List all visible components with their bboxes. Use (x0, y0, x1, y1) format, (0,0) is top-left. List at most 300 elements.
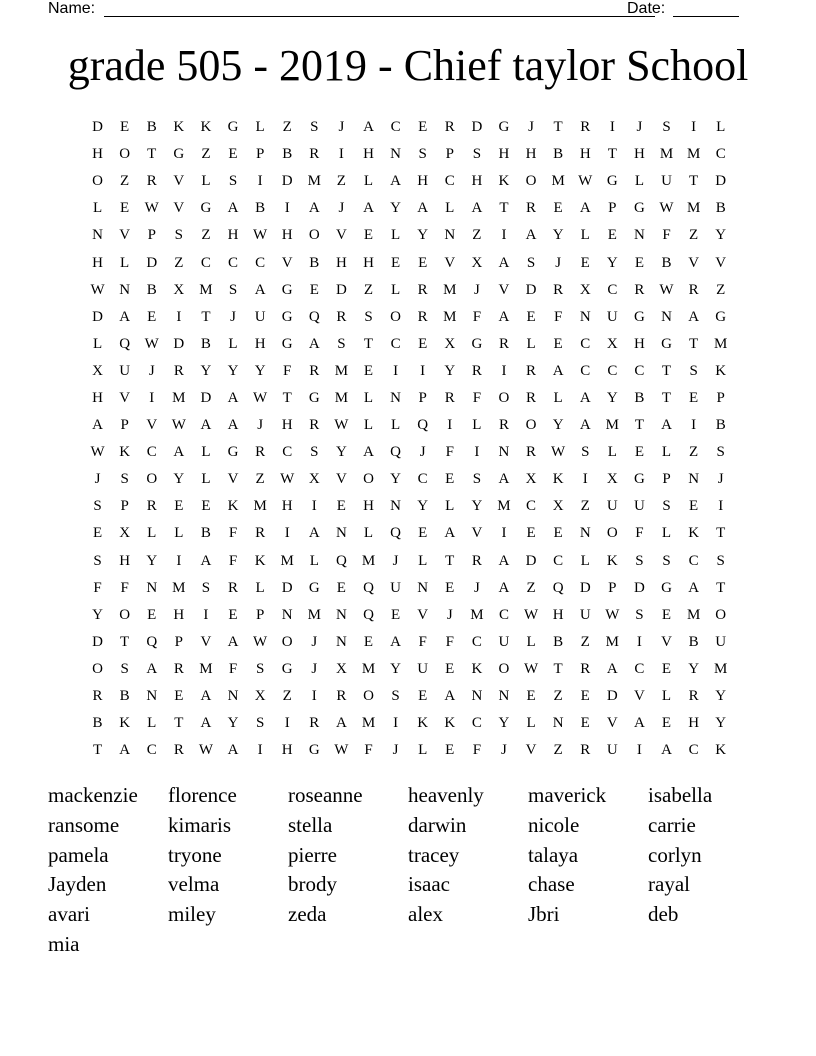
grid-letter: S (418, 146, 427, 163)
word-list-item: heavenly (408, 783, 484, 807)
grid-letter: L (526, 335, 536, 352)
grid-letter: B (282, 146, 293, 163)
grid-letter: I (691, 417, 697, 434)
grid-letter: L (363, 173, 374, 190)
grid-letter: N (335, 606, 347, 623)
grid-letter: N (444, 227, 456, 244)
grid-letter: N (579, 308, 591, 325)
grid-letter: B (92, 715, 103, 732)
grid-letter: A (119, 308, 131, 325)
grid-letter: M (361, 715, 376, 732)
grid-letter: E (661, 606, 672, 623)
grid-letter: Z (174, 254, 184, 271)
grid-letter: V (146, 417, 158, 434)
grid-letter: Q (363, 579, 374, 596)
grid-letter: A (390, 633, 401, 650)
grid-letter: W (523, 606, 539, 623)
grid-letter: S (120, 471, 129, 488)
grid-letter: B (146, 119, 157, 136)
grid-letter: C (282, 444, 293, 461)
grid-letter: O (525, 417, 537, 434)
grid-letter: C (390, 119, 401, 136)
grid-letter: B (309, 254, 320, 271)
grid-letter: J (419, 444, 426, 461)
grid-letter: J (555, 254, 562, 271)
grid-letter: M (686, 200, 701, 217)
grid-letter: N (634, 227, 645, 244)
grid-letter: I (420, 362, 426, 379)
grid-letter: E (363, 362, 374, 379)
grid-letter: E (174, 688, 184, 705)
grid-letter: J (501, 742, 507, 759)
grid-letter: Y (417, 227, 429, 244)
grid-letter: E (418, 254, 428, 271)
grid-letter: J (338, 119, 345, 136)
grid-letter: T (716, 579, 726, 596)
grid-letter: H (254, 335, 266, 352)
grid-letter: Q (308, 308, 320, 325)
grid-letter: V (119, 389, 131, 406)
grid-letter: M (605, 417, 619, 434)
grid-letter: E (689, 498, 699, 515)
grid-letter: E (661, 660, 672, 677)
grid-letter: R (173, 742, 184, 759)
grid-letter: A (634, 715, 645, 732)
grid-letter: F (635, 525, 644, 542)
grid-letter: X (552, 498, 564, 515)
grid-letter: R (309, 362, 320, 379)
grid-letter: F (283, 362, 292, 379)
grid-letter: Z (689, 444, 699, 461)
grid-letter: Y (390, 200, 401, 217)
grid-letter: G (606, 173, 618, 190)
grid-letter: Z (255, 471, 265, 488)
grid-letter: D (146, 254, 158, 271)
grid-letter: Y (444, 362, 456, 379)
grid-letter: A (552, 362, 564, 379)
grid-letter: K (200, 119, 212, 136)
grid-letter: G (308, 742, 320, 759)
word-list-item: tracey (408, 842, 460, 867)
grid-letter: J (473, 579, 480, 596)
grid-letter: I (501, 362, 507, 379)
grid-letter: M (686, 146, 701, 163)
grid-letter: S (93, 552, 102, 569)
grid-letter: G (173, 146, 185, 163)
grid-letter: R (173, 362, 184, 379)
grid-letter: R (92, 688, 103, 705)
grid-letter: X (606, 471, 618, 488)
grid-letter: V (335, 227, 347, 244)
grid-letter: N (390, 389, 401, 406)
grid-letter: U (498, 633, 510, 650)
grid-letter: B (634, 389, 645, 406)
grid-letter: J (257, 417, 264, 434)
grid-letter: I (609, 119, 615, 136)
grid-letter: L (255, 119, 265, 136)
grid-letter: D (525, 552, 537, 569)
grid-letter: M (470, 606, 484, 623)
grid-letter: E (580, 254, 590, 271)
grid-letter: E (201, 498, 211, 515)
grid-letter: D (579, 579, 591, 596)
grid-letter: G (281, 660, 293, 677)
grid-letter: Y (417, 498, 429, 515)
grid-letter: E (526, 688, 536, 705)
grid-letter: R (498, 335, 509, 352)
grid-letter: C (444, 173, 455, 190)
grid-letter: U (606, 498, 618, 515)
grid-letter: C (607, 362, 618, 379)
grid-letter: E (363, 227, 374, 244)
grid-letter: I (501, 525, 507, 542)
grid-letter: H (281, 417, 293, 434)
grid-letter: Q (363, 606, 374, 623)
grid-letter: V (634, 688, 645, 705)
grid-letter: M (307, 173, 321, 190)
grid-letter: Y (390, 471, 401, 488)
grid-letter: T (92, 742, 103, 759)
grid-letter: M (334, 389, 349, 406)
word-list-item: tryone (168, 842, 222, 867)
grid-letter: E (418, 688, 428, 705)
grid-letter: D (92, 119, 103, 136)
grid-letter: I (582, 471, 588, 488)
grid-letter: U (119, 362, 131, 379)
grid-letter: G (227, 119, 239, 136)
grid-letter: A (254, 281, 266, 298)
grid-letter: Z (472, 227, 482, 244)
grid-letter: W (90, 281, 105, 298)
grid-letter: U (417, 660, 429, 677)
grid-letter: L (174, 525, 184, 542)
grid-letter: C (580, 335, 591, 352)
grid-letter: C (634, 362, 645, 379)
grid-letter: I (284, 200, 290, 217)
grid-letter: N (579, 525, 591, 542)
grid-letter: L (580, 227, 590, 244)
grid-letter: E (120, 200, 130, 217)
grid-letter: E (363, 633, 374, 650)
grid-letter: C (200, 254, 211, 271)
grid-letter: W (253, 389, 268, 406)
grid-letter: Y (390, 660, 401, 677)
grid-letter: D (525, 281, 537, 298)
grid-letter: R (580, 119, 591, 136)
date-blank-line[interactable] (673, 16, 739, 17)
grid-letter: P (608, 579, 617, 596)
grid-letter: W (171, 417, 186, 434)
grid-letter: P (120, 417, 129, 434)
grid-letter: E (120, 119, 130, 136)
grid-letter: O (363, 471, 374, 488)
grid-letter: R (526, 362, 537, 379)
grid-letter: M (443, 281, 457, 298)
grid-letter: F (93, 579, 102, 596)
grid-letter: N (335, 525, 347, 542)
grid-letter: O (525, 173, 537, 190)
grid-letter: R (336, 688, 347, 705)
grid-letter: B (661, 254, 672, 271)
grid-letter: S (526, 254, 536, 271)
grid-letter: Z (282, 688, 292, 705)
word-list (48, 781, 768, 960)
grid-letter: Y (688, 660, 700, 677)
grid-letter: S (689, 362, 698, 379)
grid-letter: U (634, 498, 645, 515)
grid-letter: R (417, 281, 428, 298)
grid-letter: L (418, 552, 428, 569)
grid-letter: I (691, 119, 697, 136)
grid-letter: P (174, 633, 183, 650)
grid-letter: A (227, 200, 239, 217)
grid-letter: R (688, 281, 699, 298)
grid-letter: Z (716, 281, 726, 298)
name-blank-line[interactable] (104, 16, 655, 17)
grid-letter: Z (363, 281, 374, 298)
grid-letter: Y (227, 362, 239, 379)
grid-letter: M (714, 660, 728, 677)
grid-letter: X (335, 660, 347, 677)
grid-letter: F (553, 308, 563, 325)
grid-letter: E (526, 308, 536, 325)
grid-letter: H (363, 254, 374, 271)
grid-letter: I (501, 227, 507, 244)
grid-letter: H (525, 146, 537, 163)
grid-letter: G (281, 308, 293, 325)
grid-letter: K (498, 173, 510, 190)
grid-letter: N (92, 227, 103, 244)
grid-letter: X (525, 471, 537, 488)
grid-letter: C (390, 335, 401, 352)
grid-letter: W (144, 200, 159, 217)
grid-letter: C (715, 146, 726, 163)
grid-letter: Q (335, 552, 347, 569)
grid-letter: Y (715, 715, 727, 732)
grid-letter: G (471, 335, 483, 352)
grid-letter: H (173, 606, 185, 623)
grid-letter: J (392, 552, 399, 569)
grid-letter: A (119, 742, 131, 759)
grid-letter: R (471, 552, 482, 569)
grid-letter: D (173, 335, 185, 352)
grid-letter: L (120, 254, 130, 271)
grid-letter: E (147, 606, 157, 623)
grid-letter: T (363, 335, 374, 352)
grid-letter: R (526, 389, 537, 406)
grid-letter: P (255, 606, 265, 623)
grid-letter: G (281, 281, 293, 298)
grid-letter: A (661, 417, 672, 434)
grid-letter: X (173, 281, 185, 298)
grid-letter: E (580, 688, 590, 705)
grid-letter: P (255, 146, 265, 163)
grid-letter: L (363, 417, 374, 434)
grid-letter: V (688, 254, 700, 271)
word-list-item: pamela (48, 842, 109, 867)
grid-letter: G (634, 471, 645, 488)
grid-letter: Z (526, 579, 536, 596)
grid-letter: O (119, 606, 131, 623)
date-label: Date: (627, 0, 666, 17)
grid-letter: E (661, 715, 672, 732)
grid-letter: I (311, 498, 317, 515)
grid-letter: R (417, 308, 428, 325)
grid-letter: J (446, 606, 453, 623)
grid-letter: T (147, 146, 157, 163)
grid-letter: R (309, 715, 320, 732)
grid-letter: E (445, 471, 455, 488)
grid-letter: F (472, 389, 482, 406)
grid-letter: C (471, 633, 482, 650)
grid-letter: S (635, 606, 644, 623)
word-list-item: florence (168, 783, 237, 807)
grid-letter: X (254, 688, 266, 705)
grid-letter: S (364, 308, 373, 325)
grid-letter: Z (580, 633, 590, 650)
grid-letter: X (471, 254, 483, 271)
grid-letter: T (201, 308, 211, 325)
grid-letter: F (472, 742, 482, 759)
grid-letter: S (228, 281, 238, 298)
grid-letter: E (336, 579, 346, 596)
grid-letter: V (227, 471, 239, 488)
grid-letter: A (579, 200, 591, 217)
grid-letter: U (606, 742, 618, 759)
grid-letter: C (607, 281, 618, 298)
grid-letter: Y (606, 389, 618, 406)
grid-letter: A (606, 660, 618, 677)
grid-letter: A (471, 200, 483, 217)
grid-letter: J (148, 362, 155, 379)
grid-letter: R (146, 173, 157, 190)
grid-letter: P (445, 146, 454, 163)
word-list-item: isaac (408, 872, 450, 897)
grid-letter: T (282, 389, 292, 406)
grid-letter: H (498, 146, 510, 163)
grid-letter: Y (552, 417, 564, 434)
grid-letter: S (310, 119, 319, 136)
grid-letter: D (715, 173, 727, 190)
grid-letter: M (253, 498, 267, 515)
grid-letter: D (471, 119, 483, 136)
grid-letter: W (144, 335, 159, 352)
grid-letter: K (173, 119, 185, 136)
grid-letter: L (553, 389, 563, 406)
grid-letter: T (689, 335, 699, 352)
grid-letter: L (445, 498, 455, 515)
grid-letter: N (390, 146, 401, 163)
grid-letter: L (580, 552, 590, 569)
grid-letter: H (579, 146, 591, 163)
grid-letter: L (363, 525, 374, 542)
grid-letter: Y (552, 227, 564, 244)
grid-letter: V (661, 633, 672, 650)
grid-letter: H (281, 498, 293, 515)
grid-letter: E (390, 606, 401, 623)
grid-letter: I (284, 715, 290, 732)
grid-letter: A (417, 200, 429, 217)
grid-letter: R (228, 579, 239, 596)
grid-letter: O (308, 227, 320, 244)
grid-letter: S (93, 498, 102, 515)
grid-letter: B (715, 417, 726, 434)
grid-letter: S (337, 335, 346, 352)
grid-letter: A (498, 254, 510, 271)
grid-letter: X (444, 335, 456, 352)
grid-letter: F (364, 742, 373, 759)
grid-letter: R (498, 417, 509, 434)
grid-letter: N (390, 498, 401, 515)
grid-letter: V (471, 525, 483, 542)
grid-letter: L (661, 688, 672, 705)
grid-letter: L (201, 444, 211, 461)
grid-letter: W (253, 227, 268, 244)
grid-letter: E (309, 281, 319, 298)
word-list-item: chase (528, 872, 575, 897)
grid-letter: W (334, 742, 349, 759)
grid-letter: H (92, 254, 103, 271)
grid-letter: R (444, 119, 455, 136)
grid-letter: I (176, 308, 182, 325)
grid-letter: G (634, 200, 645, 217)
word-list-item: maverick (528, 783, 607, 807)
grid-letter: T (716, 525, 726, 542)
grid-letter: E (580, 715, 590, 732)
grid-letter: I (284, 525, 290, 542)
grid-letter: A (308, 200, 320, 217)
grid-letter: U (254, 308, 266, 325)
grid-letter: T (174, 715, 184, 732)
grid-letter: P (608, 200, 617, 217)
grid-letter: M (443, 308, 457, 325)
grid-letter: Z (553, 688, 563, 705)
grid-letter: L (526, 633, 536, 650)
grid-letter: D (634, 579, 645, 596)
grid-letter: T (661, 362, 672, 379)
grid-letter: L (147, 525, 157, 542)
grid-letter: X (92, 362, 103, 379)
grid-letter: S (472, 471, 482, 488)
grid-letter: P (120, 498, 129, 515)
grid-letter: A (363, 119, 374, 136)
grid-letter: A (200, 552, 212, 569)
grid-letter: R (444, 389, 455, 406)
grid-letter: H (688, 715, 700, 732)
grid-letter: L (661, 444, 672, 461)
grid-letter: M (199, 660, 213, 677)
grid-letter: E (390, 254, 401, 271)
grid-letter: E (418, 119, 428, 136)
grid-letter: B (119, 688, 130, 705)
grid-letter: Z (201, 227, 211, 244)
grid-letter: F (120, 579, 129, 596)
grid-letter: S (716, 444, 725, 461)
word-list-item: isabella (648, 783, 713, 807)
grid-letter: Q (146, 633, 158, 650)
grid-letter: F (472, 308, 482, 325)
grid-letter: C (417, 471, 428, 488)
grid-letter: O (498, 660, 510, 677)
grid-letter: A (688, 579, 700, 596)
grid-letter: V (200, 633, 212, 650)
grid-letter: P (716, 389, 725, 406)
grid-letter: Z (282, 119, 292, 136)
word-list-item: carrie (648, 812, 696, 837)
grid-letter: V (417, 606, 429, 623)
grid-letter: H (417, 173, 429, 190)
grid-letter: H (363, 146, 374, 163)
